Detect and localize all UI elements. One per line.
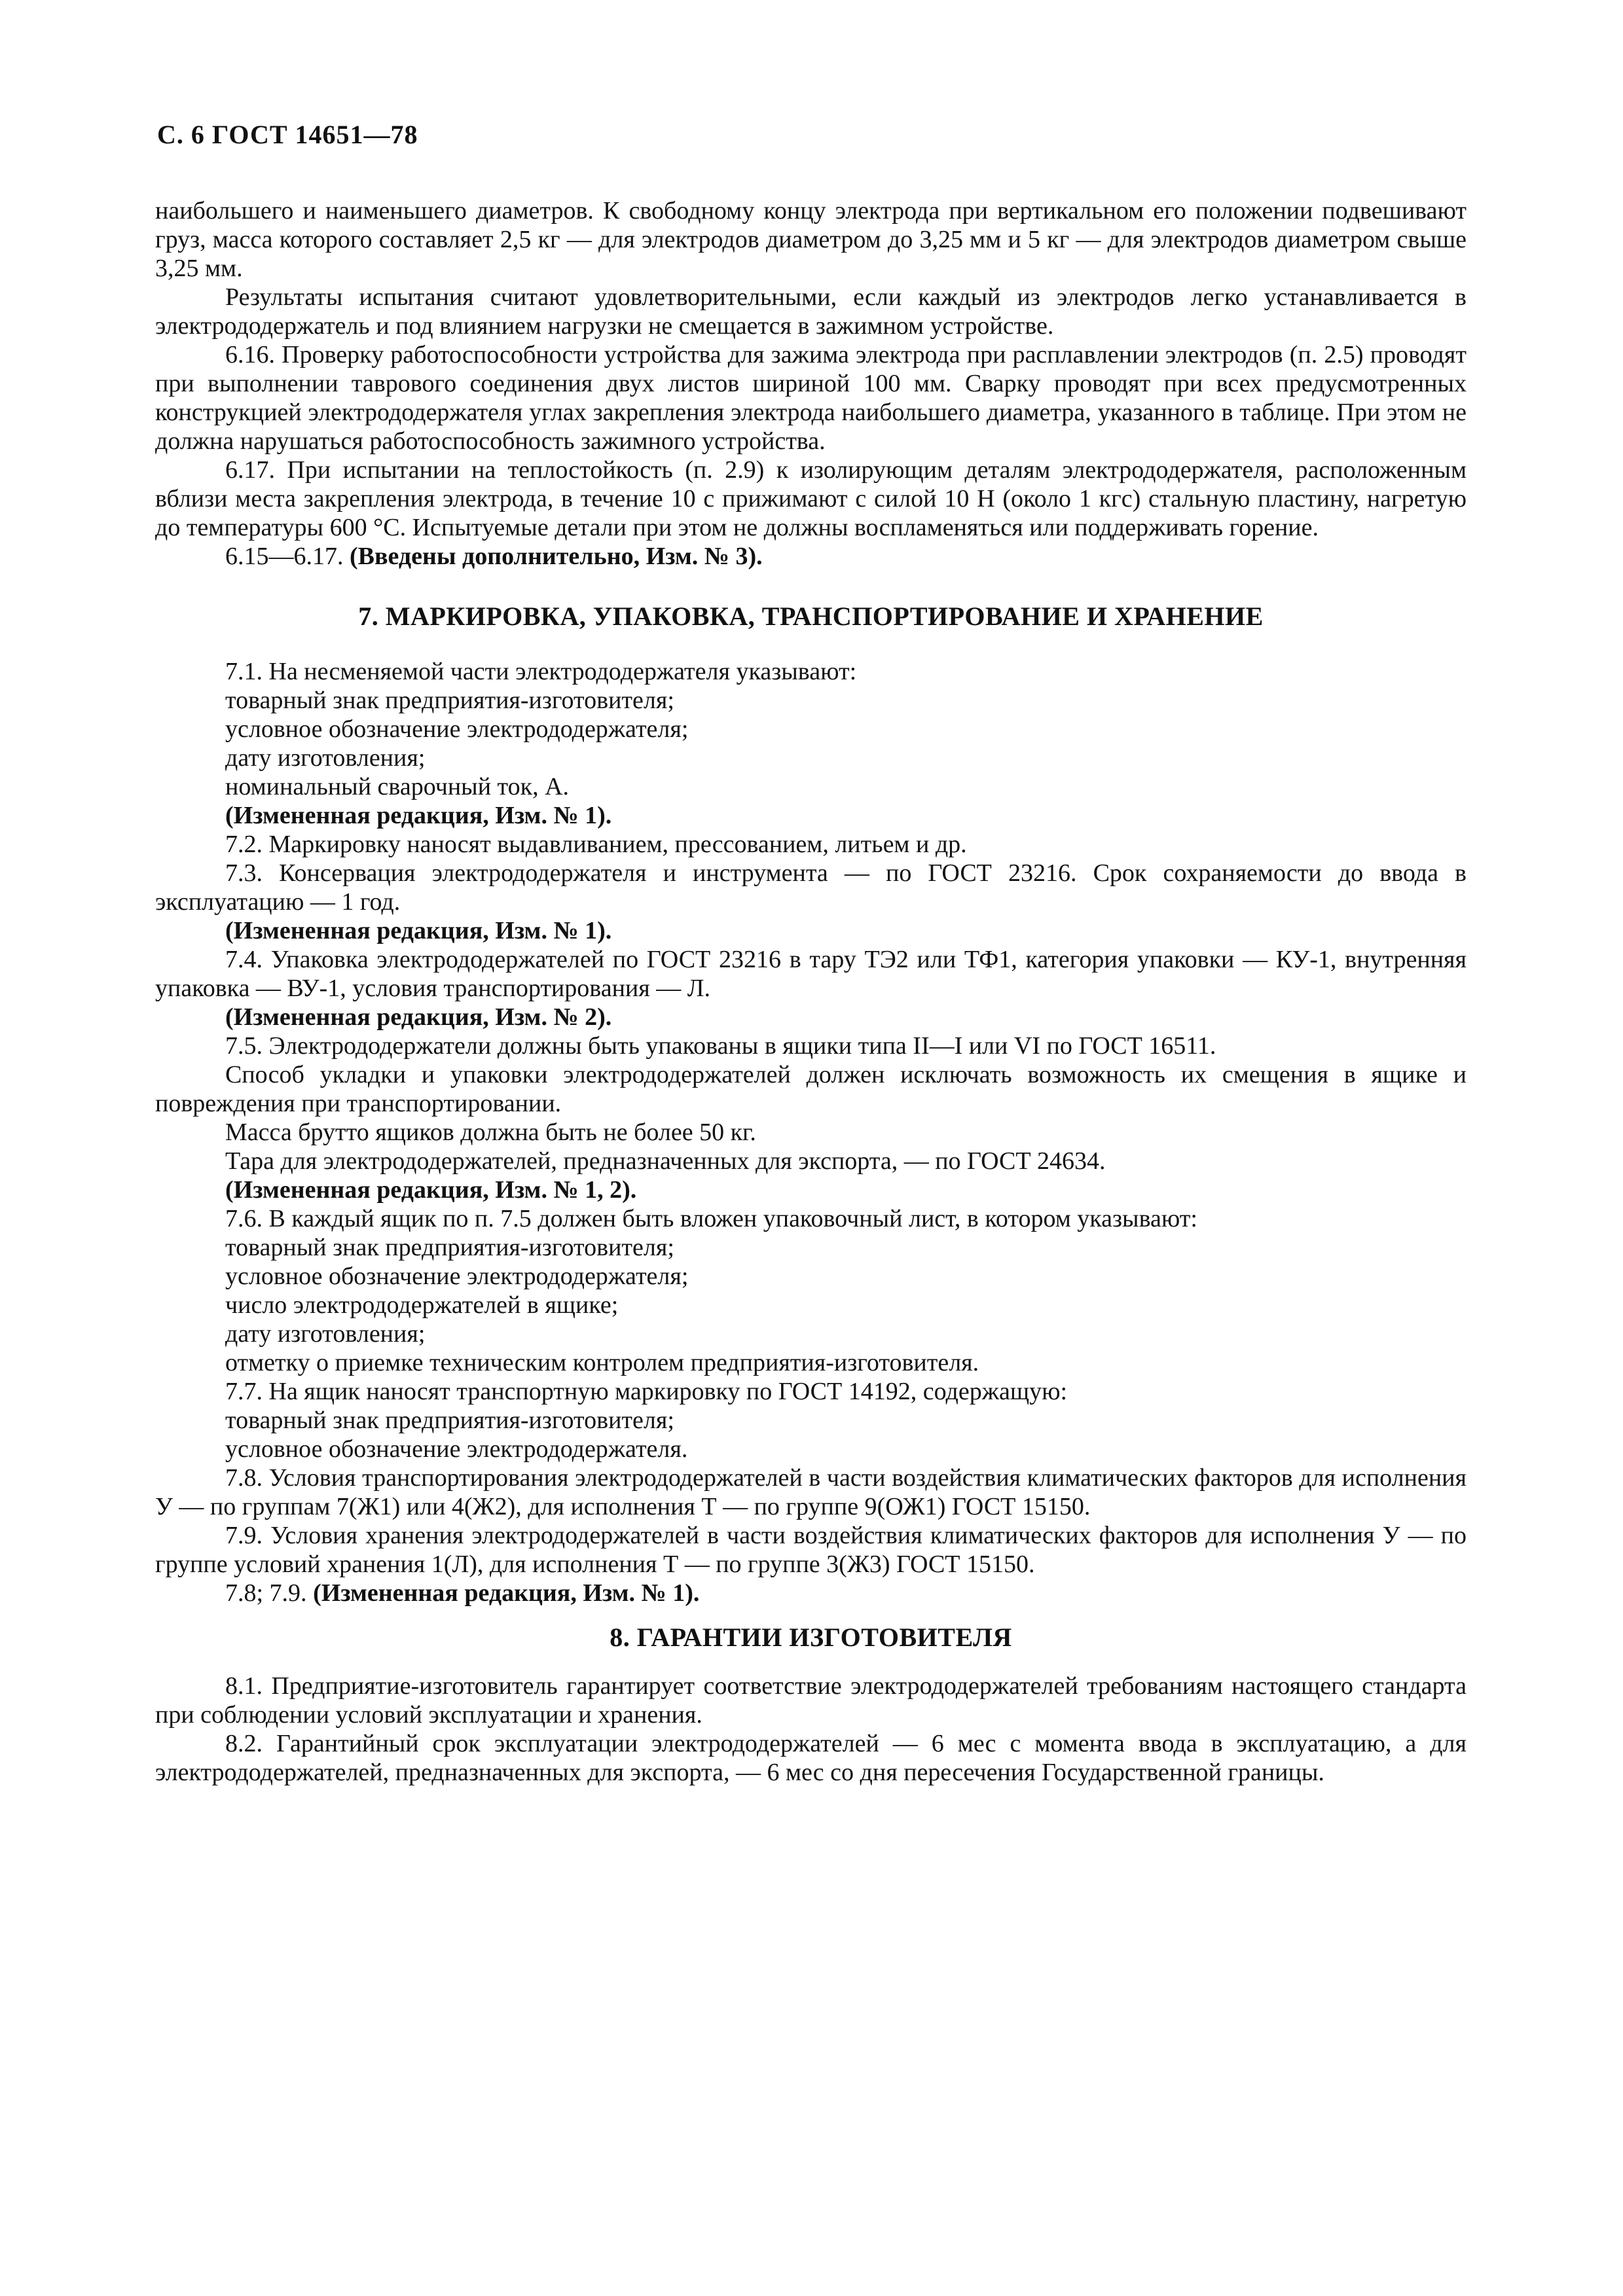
- section-7-heading: 7. МАРКИРОВКА, УПАКОВКА, ТРАНСПОРТИРОВАНИЕ И ХРАНЕНИЕ: [358, 601, 1264, 631]
- paragraph: Результаты испытания считают удовлетворительными, если каждый из электродов легко устанавливается в электрододержатель и под влиянием нагрузки не смещается в зажимном устройстве.: [155, 283, 1467, 340]
- list-item: товарный знак предприятия-изготовителя;: [225, 1234, 674, 1261]
- amendment-clauses: 7.8; 7.9.: [225, 1579, 307, 1607]
- list-item: условное обозначение электрододержателя;: [225, 1263, 689, 1290]
- clause-7-5: 7.5. Электрододержатели должны быть упакованы в ящики типа II—I или VI по ГОСТ 16511.: [225, 1032, 1216, 1060]
- clause-6-16: 6.16. Проверку работоспособности устройства для зажима электрода при расплавлении электродов (п. 2.5) проводят при выполнении таврового соединения двух листов шириной 100 мм. Сварку проводят при всех предусмотренных конструкцией электрододержателя углах закрепления электрода наибольшего диаметра, указанного в таблице. При этом не должна нарушаться работоспособность зажимного устройства.: [155, 341, 1467, 455]
- amendment-note: [155, 542, 1467, 571]
- clause-7-7: 7.7. На ящик наносят транспортную маркировку по ГОСТ 14192, содержащую:: [225, 1378, 1068, 1405]
- clause-8-1: 8.1. Предприятие-изготовитель гарантирует соответствие электрододержателей требованиям настоящего стандарта при соблюдении условий эксплуатации и хранения.: [155, 1672, 1467, 1729]
- clause-7-1: 7.1. На несменяемой части электрододержателя указывают:: [225, 658, 857, 685]
- section-8-heading: 8. ГАРАНТИИ ИЗГОТОВИТЕЛЯ: [610, 1623, 1012, 1652]
- document-body: [155, 196, 1467, 1787]
- list-item: число электрододержателей в ящике;: [225, 1291, 619, 1319]
- clause-7-2: 7.2. Маркировку наносят выдавливанием, прессованием, литьем и др.: [225, 831, 967, 858]
- clause-6-17: 6.17. При испытании на теплостойкость (п. 2.9) к изолирующим деталям электрододержателя, расположенным вблизи места закрепления электрода, в течение 10 с прижимают с силой 10 Н (около 1 кгс) стальную пластину, нагретую до температуры 600 °С. Испытуемые детали при этом не должны воспламеняться или поддерживать горение.: [155, 456, 1467, 541]
- list-item: дату изготовления;: [225, 1320, 426, 1348]
- clause-8-2: 8.2. Гарантийный срок эксплуатации электрододержателей — 6 мес с момента ввода в эксплуатацию, а для электрододержателей, предназначенных для экспорта, — 6 мес со дня пересечения Государственной границы.: [155, 1730, 1467, 1786]
- paragraph: Масса брутто ящиков должна быть не более 50 кг.: [225, 1119, 756, 1146]
- list-item: товарный знак предприятия-изготовителя;: [225, 687, 674, 714]
- revision-note: (Измененная редакция, Изм. № 2).: [225, 1003, 612, 1031]
- list-item: товарный знак предприятия-изготовителя;: [225, 1407, 674, 1434]
- paragraph: Способ укладки и упаковки электрододержателей должен исключать возможность их смещения в ящике и повреждения при транспортировании.: [155, 1061, 1467, 1117]
- amendment-note: [155, 1579, 1467, 1607]
- list-item: условное обозначение электрододержателя.: [225, 1435, 688, 1463]
- paragraph: Тара для электрододержателей, предназначенных для экспорта, — по ГОСТ 24634.: [225, 1147, 1106, 1175]
- amendment-clauses: 6.15—6.17.: [225, 543, 344, 570]
- list-item: дату изготовления;: [225, 744, 426, 772]
- clause-7-6: 7.6. В каждый ящик по п. 7.5 должен быть вложен упаковочный лист, в котором указывают:: [225, 1205, 1197, 1232]
- clause-7-9: 7.9. Условия хранения электрододержателей в части воздействия климатических факторов для исполнения У — по группе условий хранения 1(Л), для исполнения Т — по группе 3(Ж3) ГОСТ 15150.: [155, 1522, 1467, 1578]
- revision-note: (Измененная редакция, Изм. № 1, 2).: [225, 1176, 637, 1204]
- list-item: условное обозначение электрододержателя;: [225, 715, 689, 743]
- clause-7-3: 7.3. Консервация электрододержателя и инструмента — по ГОСТ 23216. Срок сохраняемости до ввода в эксплуатацию — 1 год.: [155, 859, 1467, 916]
- list-item: номинальный сварочный ток, А.: [225, 773, 570, 800]
- amendment-text: (Введены дополнительно, Изм. № 3).: [350, 543, 763, 570]
- revision-note: (Измененная редакция, Изм. № 1).: [225, 917, 612, 944]
- page-header: С. 6 ГОСТ 14651—78: [157, 120, 418, 149]
- amendment-text: (Измененная редакция, Изм. № 1).: [313, 1579, 700, 1607]
- clause-7-8: 7.8. Условия транспортирования электрододержателей в части воздействия климатических факторов для исполнения У — по группам 7(Ж1) или 4(Ж2), для исполнения Т — по группе 9(ОЖ1) ГОСТ 15150.: [155, 1464, 1467, 1520]
- paragraph: наибольшего и наименьшего диаметров. К свободному концу электрода при вертикальном его положении подвешивают груз, масса которого составляет 2,5 кг — для электродов диаметром до 3,25 мм и 5 кг — для электродов диаметром свыше 3,25 мм.: [155, 197, 1467, 282]
- revision-note: (Измененная редакция, Изм. № 1).: [225, 802, 612, 829]
- clause-7-4: 7.4. Упаковка электрододержателей по ГОСТ 23216 в тару ТЭ2 или ТФ1, категория упаковки — КУ-1, внутренняя упаковка — ВУ-1, условия транспортирования — Л.: [155, 946, 1467, 1002]
- list-item: отметку о приемке техническим контролем предприятия-изготовителя.: [225, 1349, 979, 1376]
